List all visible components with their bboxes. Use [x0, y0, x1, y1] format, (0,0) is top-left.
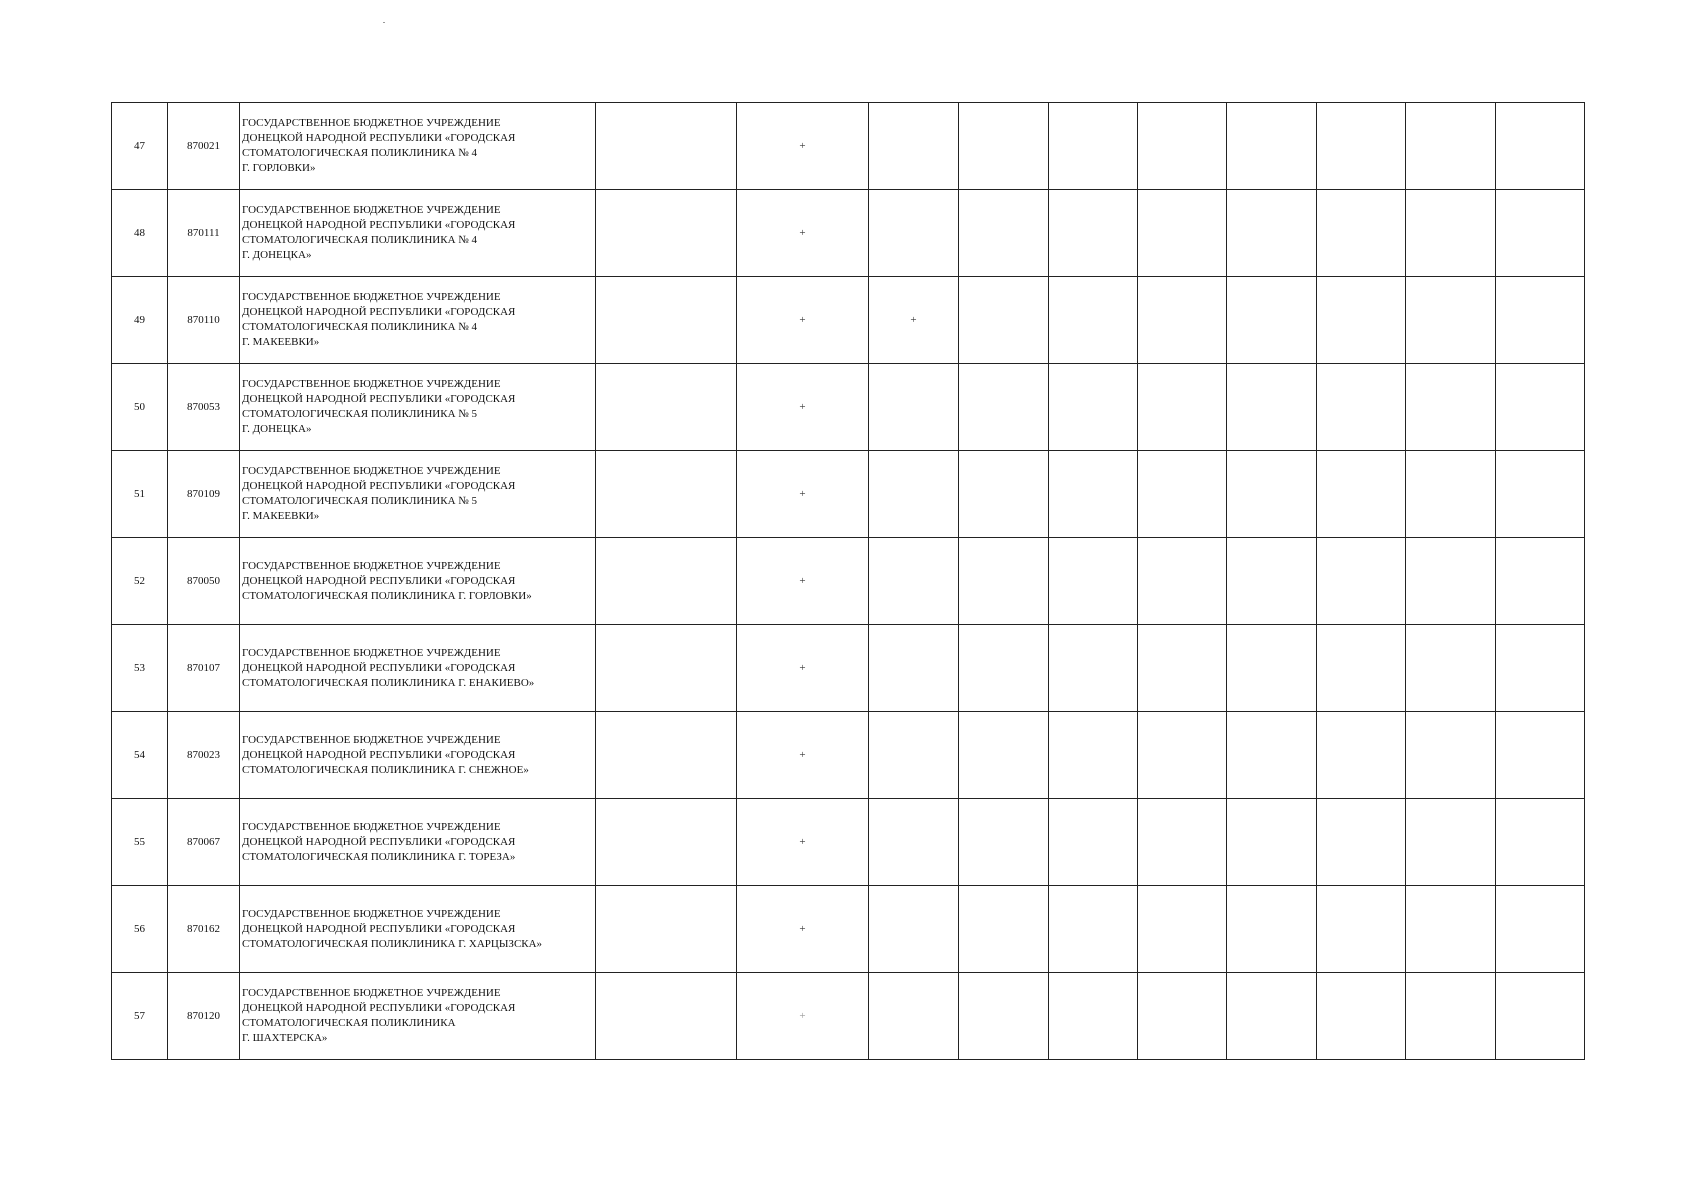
mark-cell: [1049, 799, 1138, 886]
mark-cell: [1138, 886, 1227, 973]
organization-name: ГОСУДАРСТВЕННОЕ БЮДЖЕТНОЕ УЧРЕЖДЕНИЕ ДОНЕЦКОЙ НАРОДНОЙ РЕСПУБЛИКИ «ГОРОДСКАЯ СТОМАТОЛОГИЧЕСКАЯ ПОЛИКЛИНИКА № 4 Г. ДОНЕЦКА»: [240, 190, 596, 277]
organization-name: ГОСУДАРСТВЕННОЕ БЮДЖЕТНОЕ УЧРЕЖДЕНИЕ ДОНЕЦКОЙ НАРОДНОЙ РЕСПУБЛИКИ «ГОРОДСКАЯ СТОМАТОЛОГИЧЕСКАЯ ПОЛИКЛИНИКА № 4 Г. МАКЕЕВКИ»: [240, 277, 596, 364]
mark-cell: [596, 103, 737, 190]
mark-cell: +: [737, 625, 869, 712]
table-row: [112, 886, 1585, 973]
organization-code: 870050: [168, 538, 240, 625]
mark-cell: [1227, 886, 1317, 973]
organization-name: ГОСУДАРСТВЕННОЕ БЮДЖЕТНОЕ УЧРЕЖДЕНИЕ ДОНЕЦКОЙ НАРОДНОЙ РЕСПУБЛИКИ «ГОРОДСКАЯ СТОМАТОЛОГИЧЕСКАЯ ПОЛИКЛИНИКА Г. ШАХТЕРСКА»: [240, 973, 596, 1060]
mark-cell: [1227, 538, 1317, 625]
mark-cell: +: [737, 277, 869, 364]
row-number: 53: [112, 625, 168, 712]
registry-body: [112, 103, 1585, 1060]
mark-cell: [1138, 712, 1227, 799]
mark-cell: [1227, 103, 1317, 190]
mark-cell: [1049, 190, 1138, 277]
table-row: [112, 190, 1585, 277]
mark-cell: [596, 451, 737, 538]
organization-code: 870162: [168, 886, 240, 973]
mark-cell: [1138, 103, 1227, 190]
mark-cell: [1317, 799, 1406, 886]
row-number: 50: [112, 364, 168, 451]
mark-cell: [1496, 973, 1585, 1060]
mark-cell: [1227, 451, 1317, 538]
organization-code: 870120: [168, 973, 240, 1060]
mark-cell: [1496, 103, 1585, 190]
organization-code: 870023: [168, 712, 240, 799]
mark-cell: [869, 712, 959, 799]
mark-cell: [1138, 799, 1227, 886]
mark-cell: [959, 712, 1049, 799]
mark-cell: [1317, 886, 1406, 973]
mark-cell: [1406, 451, 1496, 538]
mark-cell: [596, 625, 737, 712]
row-number: 56: [112, 886, 168, 973]
mark-cell: [596, 277, 737, 364]
mark-cell: [1138, 277, 1227, 364]
mark-cell: +: [737, 364, 869, 451]
mark-cell: [1496, 538, 1585, 625]
mark-cell: [1496, 799, 1585, 886]
organization-name: ГОСУДАРСТВЕННОЕ БЮДЖЕТНОЕ УЧРЕЖДЕНИЕ ДОНЕЦКОЙ НАРОДНОЙ РЕСПУБЛИКИ «ГОРОДСКАЯ СТОМАТОЛОГИЧЕСКАЯ ПОЛИКЛИНИКА № 5 Г. МАКЕЕВКИ»: [240, 451, 596, 538]
organization-code: 870110: [168, 277, 240, 364]
mark-cell: [1227, 712, 1317, 799]
mark-cell: [596, 190, 737, 277]
row-number: 47: [112, 103, 168, 190]
mark-cell: +: [737, 103, 869, 190]
mark-cell: [959, 451, 1049, 538]
mark-cell: [1227, 799, 1317, 886]
organization-name: ГОСУДАРСТВЕННОЕ БЮДЖЕТНОЕ УЧРЕЖДЕНИЕ ДОНЕЦКОЙ НАРОДНОЙ РЕСПУБЛИКИ «ГОРОДСКАЯ СТОМАТОЛОГИЧЕСКАЯ ПОЛИКЛИНИКА № 5 Г. ДОНЕЦКА»: [240, 364, 596, 451]
mark-cell: [1049, 451, 1138, 538]
mark-cell: [959, 625, 1049, 712]
row-number: 55: [112, 799, 168, 886]
mark-cell: [1317, 451, 1406, 538]
mark-cell: [959, 973, 1049, 1060]
mark-cell: [1227, 277, 1317, 364]
organization-name: ГОСУДАРСТВЕННОЕ БЮДЖЕТНОЕ УЧРЕЖДЕНИЕ ДОНЕЦКОЙ НАРОДНОЙ РЕСПУБЛИКИ «ГОРОДСКАЯ СТОМАТОЛОГИЧЕСКАЯ ПОЛИКЛИНИКА № 4 Г. ГОРЛОВКИ»: [240, 103, 596, 190]
mark-cell: [1496, 277, 1585, 364]
organization-code: 870111: [168, 190, 240, 277]
mark-cell: [959, 886, 1049, 973]
mark-cell: [869, 799, 959, 886]
mark-cell: [596, 799, 737, 886]
mark-cell: [1049, 103, 1138, 190]
mark-cell: [1138, 625, 1227, 712]
mark-cell: [1406, 538, 1496, 625]
mark-cell: [1049, 886, 1138, 973]
mark-cell: [596, 538, 737, 625]
mark-cell: [1406, 625, 1496, 712]
table-row: [112, 712, 1585, 799]
organization-name: ГОСУДАРСТВЕННОЕ БЮДЖЕТНОЕ УЧРЕЖДЕНИЕ ДОНЕЦКОЙ НАРОДНОЙ РЕСПУБЛИКИ «ГОРОДСКАЯ СТОМАТОЛОГИЧЕСКАЯ ПОЛИКЛИНИКА Г. ЕНАКИЕВО»: [240, 625, 596, 712]
mark-cell: [959, 190, 1049, 277]
mark-cell: [596, 973, 737, 1060]
mark-cell: [1317, 625, 1406, 712]
mark-cell: [596, 364, 737, 451]
registry-table: [111, 102, 1585, 1060]
mark-cell: [1496, 886, 1585, 973]
organization-name: ГОСУДАРСТВЕННОЕ БЮДЖЕТНОЕ УЧРЕЖДЕНИЕ ДОНЕЦКОЙ НАРОДНОЙ РЕСПУБЛИКИ «ГОРОДСКАЯ СТОМАТОЛОГИЧЕСКАЯ ПОЛИКЛИНИКА Г. СНЕЖНОЕ»: [240, 712, 596, 799]
mark-cell: [1496, 190, 1585, 277]
mark-cell: +: [737, 799, 869, 886]
mark-cell: [1496, 451, 1585, 538]
mark-cell: [1406, 973, 1496, 1060]
table-row: [112, 799, 1585, 886]
row-number: 54: [112, 712, 168, 799]
mark-cell: [1049, 538, 1138, 625]
mark-cell: [1317, 103, 1406, 190]
mark-cell: [1138, 190, 1227, 277]
mark-cell: +: [737, 973, 869, 1060]
organization-code: 870067: [168, 799, 240, 886]
table-row: [112, 538, 1585, 625]
mark-cell: [1049, 712, 1138, 799]
row-number: 48: [112, 190, 168, 277]
mark-cell: [596, 712, 737, 799]
organization-name: ГОСУДАРСТВЕННОЕ БЮДЖЕТНОЕ УЧРЕЖДЕНИЕ ДОНЕЦКОЙ НАРОДНОЙ РЕСПУБЛИКИ «ГОРОДСКАЯ СТОМАТОЛОГИЧЕСКАЯ ПОЛИКЛИНИКА Г. ГОРЛОВКИ»: [240, 538, 596, 625]
mark-cell: [869, 451, 959, 538]
organization-code: 870053: [168, 364, 240, 451]
mark-cell: +: [737, 712, 869, 799]
mark-cell: [1496, 625, 1585, 712]
table-row: [112, 451, 1585, 538]
mark-cell: [1406, 103, 1496, 190]
mark-cell: [869, 190, 959, 277]
mark-cell: [959, 103, 1049, 190]
mark-cell: [1138, 451, 1227, 538]
mark-cell: [869, 973, 959, 1060]
mark-cell: [1317, 364, 1406, 451]
mark-cell: [1317, 277, 1406, 364]
mark-cell: [1406, 886, 1496, 973]
mark-cell: [1227, 973, 1317, 1060]
mark-cell: [1406, 364, 1496, 451]
mark-cell: [1406, 277, 1496, 364]
organization-name: ГОСУДАРСТВЕННОЕ БЮДЖЕТНОЕ УЧРЕЖДЕНИЕ ДОНЕЦКОЙ НАРОДНОЙ РЕСПУБЛИКИ «ГОРОДСКАЯ СТОМАТОЛОГИЧЕСКАЯ ПОЛИКЛИНИКА Г. ТОРЕЗА»: [240, 799, 596, 886]
mark-cell: [1227, 190, 1317, 277]
mark-cell: [869, 103, 959, 190]
mark-cell: [1317, 712, 1406, 799]
mark-cell: [1049, 973, 1138, 1060]
mark-cell: [1317, 190, 1406, 277]
mark-cell: [959, 538, 1049, 625]
table-row: [112, 103, 1585, 190]
mark-cell: +: [737, 190, 869, 277]
table-row: [112, 625, 1585, 712]
organization-name: ГОСУДАРСТВЕННОЕ БЮДЖЕТНОЕ УЧРЕЖДЕНИЕ ДОНЕЦКОЙ НАРОДНОЙ РЕСПУБЛИКИ «ГОРОДСКАЯ СТОМАТОЛОГИЧЕСКАЯ ПОЛИКЛИНИКА Г. ХАРЦЫЗСКА»: [240, 886, 596, 973]
mark-cell: [1317, 538, 1406, 625]
mark-cell: [1317, 973, 1406, 1060]
mark-cell: [596, 886, 737, 973]
table-row: [112, 364, 1585, 451]
row-number: 51: [112, 451, 168, 538]
organization-code: 870109: [168, 451, 240, 538]
mark-cell: +: [737, 886, 869, 973]
mark-cell: [1049, 364, 1138, 451]
mark-cell: [1138, 364, 1227, 451]
organization-code: 870021: [168, 103, 240, 190]
mark-cell: [959, 799, 1049, 886]
row-number: 52: [112, 538, 168, 625]
scan-speck: [383, 22, 385, 23]
mark-cell: [1049, 625, 1138, 712]
mark-cell: [1138, 538, 1227, 625]
mark-cell: [869, 625, 959, 712]
mark-cell: [1496, 712, 1585, 799]
mark-cell: [959, 277, 1049, 364]
mark-cell: [1227, 364, 1317, 451]
mark-cell: [959, 364, 1049, 451]
mark-cell: [1406, 190, 1496, 277]
mark-cell: +: [737, 538, 869, 625]
mark-cell: [1496, 364, 1585, 451]
table-row: [112, 277, 1585, 364]
mark-cell: [1406, 712, 1496, 799]
table-row: [112, 973, 1585, 1060]
row-number: 49: [112, 277, 168, 364]
mark-cell: [869, 364, 959, 451]
mark-cell: +: [737, 451, 869, 538]
mark-cell: [1227, 625, 1317, 712]
mark-cell: +: [869, 277, 959, 364]
mark-cell: [1138, 973, 1227, 1060]
mark-cell: [1049, 277, 1138, 364]
organization-code: 870107: [168, 625, 240, 712]
mark-cell: [869, 886, 959, 973]
row-number: 57: [112, 973, 168, 1060]
mark-cell: [869, 538, 959, 625]
mark-cell: [1406, 799, 1496, 886]
